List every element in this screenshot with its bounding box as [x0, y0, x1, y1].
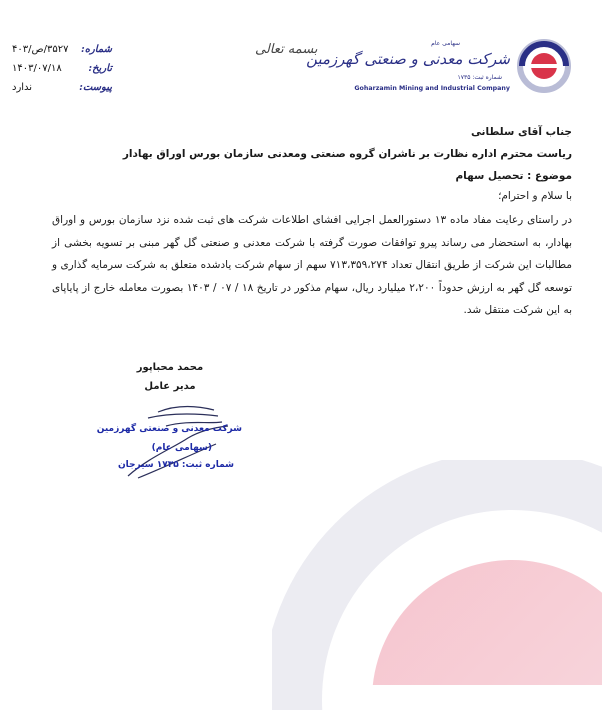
stamp-type: (سهامی عام): [151, 443, 212, 453]
meta-number-label: شماره:: [81, 44, 112, 55]
company-name-en: Goharzamin Mining and Industrial Company: [354, 85, 510, 92]
logo-mark-icon: [516, 38, 572, 94]
meta-attachment-label: پیوست:: [79, 82, 112, 93]
letter-body: [52, 209, 572, 322]
recipient: جناب آقای سلطانی: [470, 126, 572, 138]
greeting: با سلام و احترام؛: [498, 190, 572, 202]
company-logo: [306, 38, 572, 98]
meta-attachment: [12, 78, 112, 97]
meta-date-value: ۱۴۰۳/۰۷/۱۸: [12, 63, 62, 74]
subject: موضوع : تحصیل سهام: [455, 170, 572, 182]
company-reg: شماره ثبت: ۱۷۳۵: [457, 74, 502, 81]
basmala: بسمه تعالی: [255, 42, 318, 57]
company-tag: سهامی عام: [431, 40, 460, 47]
meta-date: [12, 59, 112, 78]
company-name-fa: شرکت معدنی و صنعتی گهرزمین: [306, 50, 510, 68]
signer-title: مدیر عامل: [144, 381, 196, 392]
letter-meta: [12, 40, 112, 97]
meta-attachment-value: ندارد: [12, 82, 33, 93]
stamp-company: شرکت معدنی و صنعتی گهرزمین: [96, 424, 242, 434]
meta-number-value: ۳۵۲۷/ص/۴۰۳: [12, 44, 69, 55]
signer-name: محمد محباپور: [136, 362, 204, 373]
meta-number: [12, 40, 112, 59]
stamp-registration: شماره ثبت: ۱۷۳۵ سیرجان: [117, 460, 234, 470]
signature-stamp: [96, 398, 248, 488]
recipient-title: ریاست محترم اداره نظارت بر ناشران گروه صنعتی ومعدنی سازمان بورس اوراق بهادار: [122, 148, 572, 160]
watermark-logo: [272, 460, 602, 710]
meta-date-label: تاریخ:: [88, 63, 112, 74]
body-paragraph: در راستای رعایت مفاد ماده ۱۳ دستورالعمل اجرایی افشای اطلاعات شرکت های ثبت شده نزد سازمان بورس و اوراق بهادار، به استحضار می رساند پیرو توافقات صورت گرفته با شرکت معدنی و صنعتی گل گهر مبنی بر تسویه بخشی از مطالبات این شرکت از طریق انتقال تعداد ۷۱۳،۳۵۹،۲۷۴ سهم از سهام شرکت یادشده متعلق به شرکت سرمایه گذاری و توسعه گل گهر به ارزش حدوداً ۲،۲۰۰ میلیارد ریال، سهام مذکور در تاریخ ۱۸ / ۰۷ / ۱۴۰۳ بصورت معامله خارج از پایاپای به این شرکت منتقل شد.: [52, 214, 573, 316]
